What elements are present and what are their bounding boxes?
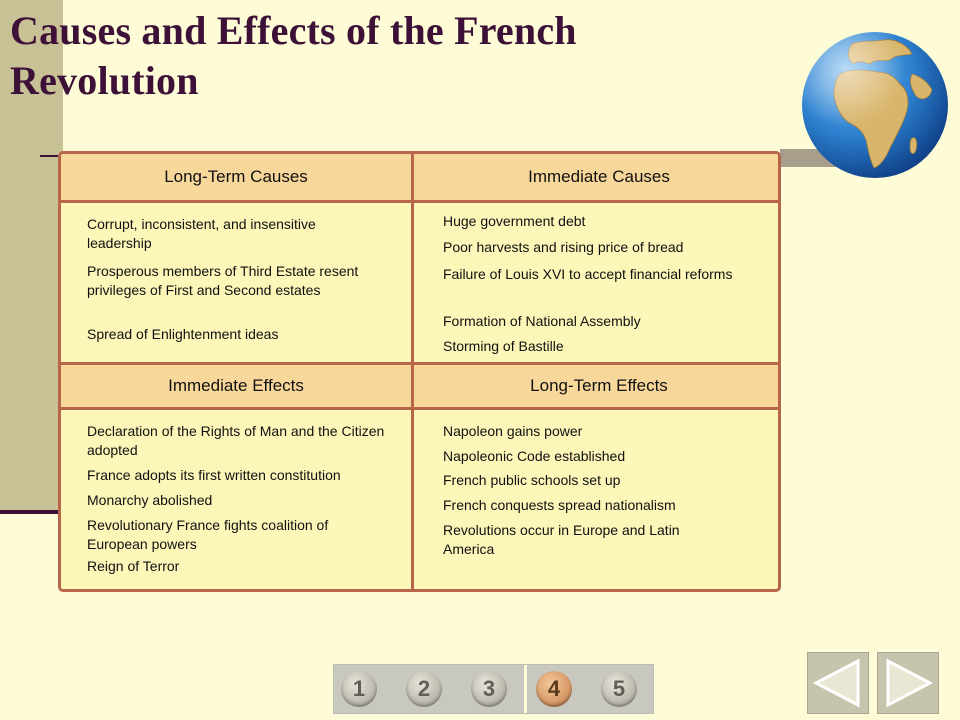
list-item: Napoleonic Code established: [443, 448, 626, 464]
divider-header-top: [61, 200, 778, 203]
triangle-left-icon: [808, 653, 868, 713]
header-long-term-causes: [61, 154, 411, 200]
triangle-right-icon: [878, 653, 938, 713]
header-long-term-effects-label: Long-Term Effects: [530, 376, 668, 395]
bottom-rule: [0, 510, 62, 514]
divider-vertical: [411, 154, 414, 589]
page-button-2[interactable]: 2: [406, 671, 442, 707]
list-item: Corrupt, inconsistent, and insensitive leadership: [87, 216, 316, 251]
list-item: French conquests spread nationalism: [443, 497, 676, 513]
title-line-1: Causes and Effects of the French: [10, 8, 577, 53]
list-item: Storming of Bastille: [443, 338, 564, 354]
header-long-term-effects: [414, 365, 781, 407]
title-line-2: Revolution: [10, 58, 199, 103]
list-item: Revolutionary France fights coalition of European powers: [87, 517, 329, 552]
list-item: Prosperous members of Third Estate resent privileges of First and Second estates: [87, 263, 359, 298]
list-item: Failure of Louis XVI to accept financial reforms: [443, 266, 733, 282]
list-item: France adopts its first written constitution: [87, 467, 341, 483]
next-button[interactable]: [877, 652, 939, 714]
page-button-3[interactable]: 3: [471, 671, 507, 707]
slide-title: [10, 6, 710, 106]
list-item: Huge government debt: [443, 213, 586, 229]
page-button-5[interactable]: 5: [601, 671, 637, 707]
header-immediate-causes: [414, 154, 781, 200]
page-navigator: [333, 664, 654, 714]
previous-button[interactable]: [807, 652, 869, 714]
pager-separator: [524, 665, 527, 713]
page-button-4-active[interactable]: 4: [536, 671, 572, 707]
list-item: Formation of National Assembly: [443, 313, 641, 329]
divider-middle-bottom: [61, 407, 778, 410]
cause-effect-chart: [58, 151, 781, 592]
title-rule-left: [40, 155, 60, 157]
list-item: Spread of Enlightenment ideas: [87, 326, 279, 342]
list-item: Reign of Terror: [87, 558, 180, 574]
globe-icon: [800, 30, 950, 180]
list-item: Poor harvests and rising price of bread: [443, 239, 684, 255]
header-immediate-effects: [61, 365, 411, 407]
list-item: Revolutions occur in Europe and Latin America: [443, 522, 680, 557]
list-item: Monarchy abolished: [87, 492, 213, 508]
page-button-1[interactable]: 1: [341, 671, 377, 707]
list-item: Declaration of the Rights of Man and the Citizen adopted: [87, 423, 385, 458]
header-long-term-causes-label: Long-Term Causes: [164, 167, 308, 186]
header-immediate-causes-label: Immediate Causes: [528, 167, 670, 186]
header-immediate-effects-label: Immediate Effects: [168, 376, 304, 395]
list-item: French public schools set up: [443, 472, 621, 488]
list-item: Napoleon gains power: [443, 423, 583, 439]
